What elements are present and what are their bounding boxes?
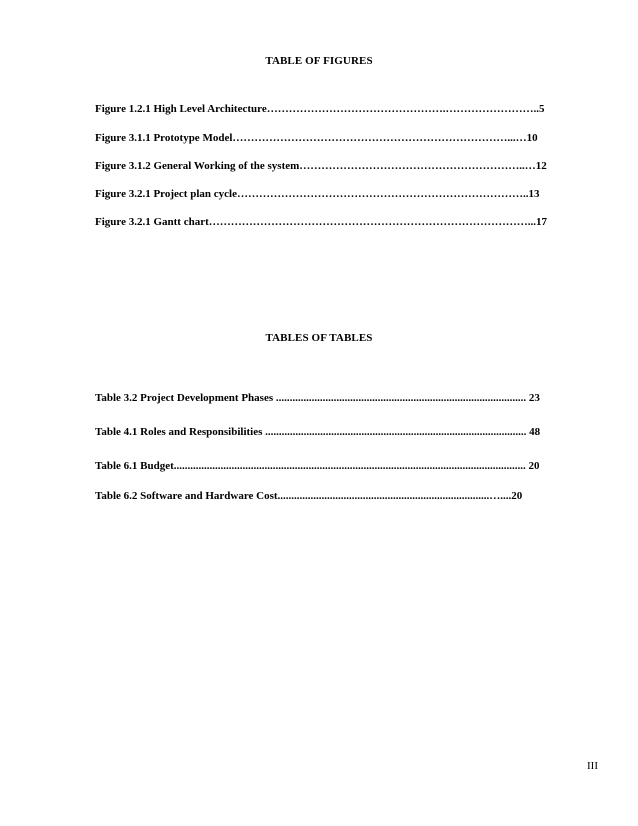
table-entry: Table 4.1 Roles and Responsibilities ............................................................................................... 48 [95, 426, 541, 438]
figures-heading: TABLE OF FIGURES [265, 55, 373, 67]
figure-entry: Figure 3.2.1 Gantt chart……………………………………………………………………………...17 [95, 216, 548, 228]
figure-entry: Figure 1.2.1 High Level Architecture………………………………………….……………………..5 [95, 103, 545, 115]
table-entry: Table 6.1 Budget................................................................................................................................ 20 [95, 460, 540, 472]
figure-entry: Figure 3.1.2 General Working of the system……………………………………………………..…12 [95, 160, 547, 172]
page-number: III [587, 760, 598, 772]
figure-entry: Figure 3.2.1 Project plan cycle……………………………………………………………………..13 [95, 188, 540, 200]
table-entry: Table 3.2 Project Development Phases ........................................................................................... 23 [95, 392, 540, 404]
table-entry: Table 6.2 Software and Hardware Cost.............................................................................…....20 [95, 490, 523, 502]
figure-entry: Figure 3.1.1 Prototype Model…………………………………………………………………...…10 [95, 132, 538, 144]
tables-heading: TABLES OF TABLES [265, 332, 373, 344]
